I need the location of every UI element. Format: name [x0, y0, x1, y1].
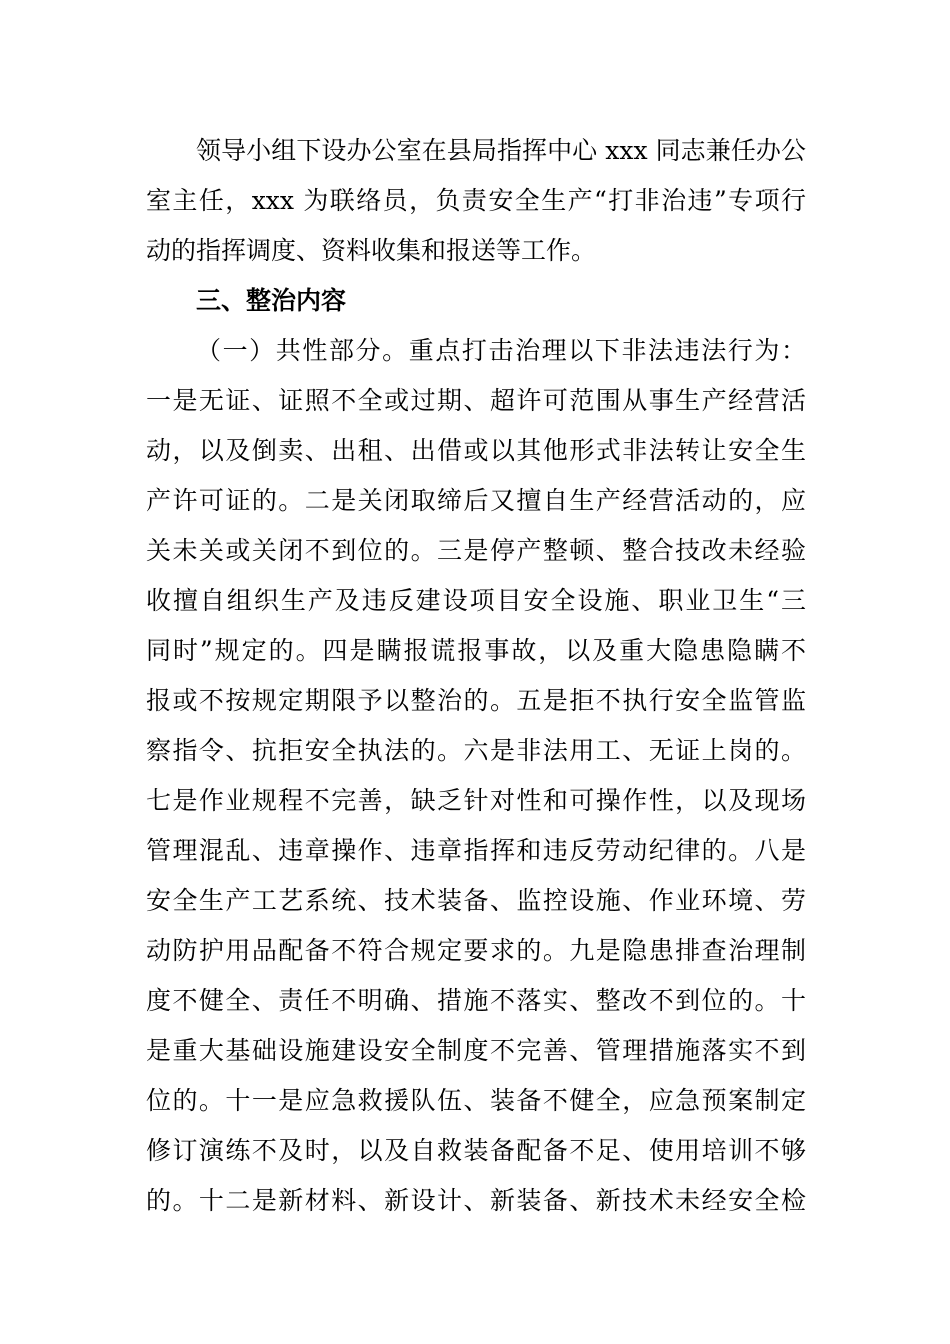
- paragraph-line: （一）共性部分。重点打击治理以下非法违法行为：: [196, 336, 806, 365]
- paragraph-line: 的。十二是新材料、新设计、新装备、新技术未经安全检: [146, 1186, 806, 1215]
- paragraph-line: 安全生产工艺系统、技术装备、监控设施、作业环境、劳: [146, 886, 806, 915]
- paragraph-line: 关未关或关闭不到位的。三是停产整顿、整合技改未经验: [146, 536, 806, 565]
- paragraph-line: 察指令、抗拒安全执法的。六是非法用工、无证上岗的。: [146, 736, 806, 765]
- paragraph-line: 收擅自组织生产及违反建设项目安全设施、职业卫生“三: [146, 586, 806, 615]
- paragraph-line: 位的。十一是应急救援队伍、装备不健全，应急预案制定: [146, 1086, 806, 1115]
- paragraph-line: 动防护用品配备不符合规定要求的。九是隐患排查治理制: [146, 936, 806, 965]
- paragraph-line: 管理混乱、违章操作、违章指挥和违反劳动纪律的。八是: [146, 836, 806, 865]
- paragraph-line: 七是作业规程不完善，缺乏针对性和可操作性，以及现场: [146, 786, 806, 815]
- paragraph-line: 一是无证、证照不全或过期、超许可范围从事生产经营活: [146, 386, 806, 415]
- paragraph-line: 领导小组下设办公室在县局指挥中心 xxx 同志兼任办公: [196, 136, 806, 165]
- paragraph-line: 产许可证的。二是关闭取缔后又擅自生产经营活动的，应: [146, 486, 806, 515]
- paragraph-line: 动的指挥调度、资料收集和报送等工作。: [146, 236, 597, 265]
- paragraph-line: 度不健全、责任不明确、措施不落实、整改不到位的。十: [146, 986, 806, 1015]
- paragraph-line: 室主任，xxx 为联络员，负责安全生产“打非治违”专项行: [146, 186, 806, 215]
- paragraph-line: 报或不按规定期限予以整治的。五是拒不执行安全监管监: [146, 686, 806, 715]
- paragraph-line: 修订演练不及时，以及自救装备配备不足、使用培训不够: [146, 1136, 806, 1165]
- section-heading: 三、整治内容: [196, 286, 347, 315]
- paragraph-line: 是重大基础设施建设安全制度不完善、管理措施落实不到: [146, 1036, 806, 1065]
- paragraph-line: 动，以及倒卖、出租、出借或以其他形式非法转让安全生: [146, 436, 806, 465]
- paragraph-line: 同时”规定的。四是瞒报谎报事故，以及重大隐患隐瞒不: [146, 636, 806, 665]
